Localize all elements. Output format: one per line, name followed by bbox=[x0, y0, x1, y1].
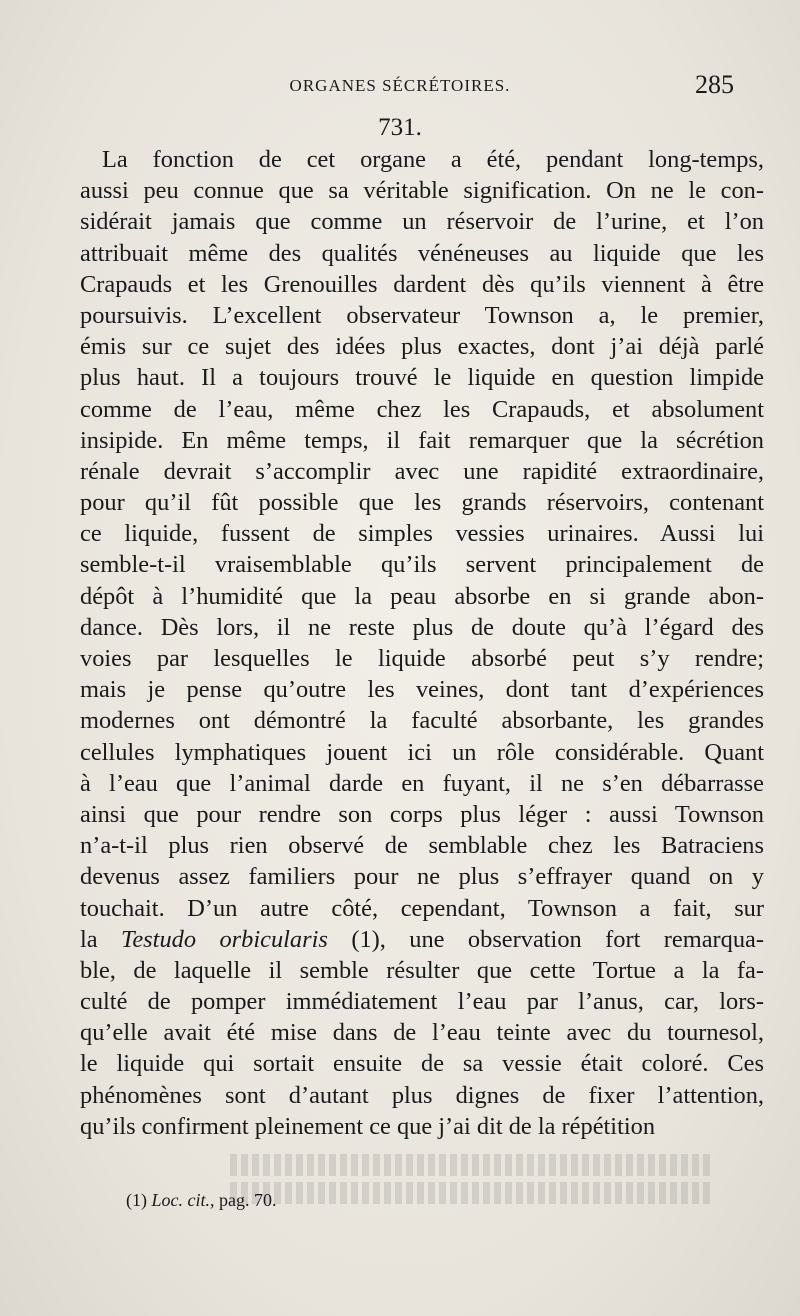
text-line: pour qu’il fût possible que les grands réservoirs, contenant bbox=[80, 489, 764, 517]
text-line: la Testudo orbicularis (1), une observation fort remarqua- bbox=[80, 925, 765, 953]
text-line: insipide. En même temps, il fait remarquer que la sécrétion bbox=[80, 426, 764, 454]
text-line: ainsi que pour rendre son corps plus léger : aussi Townson bbox=[80, 800, 764, 828]
text-line: culté de pomper immédiatement l’eau par l’anus, car, lors- bbox=[80, 988, 764, 1016]
page-header bbox=[0, 70, 800, 106]
text-line: Crapauds et les Grenouilles dardent dès qu’ils viennent à être bbox=[80, 270, 764, 298]
text-line: rénale devrait s’accomplir avec une rapidité extraordinaire, bbox=[80, 457, 764, 485]
text-line: devenus assez familiers pour ne plus s’effrayer quand on y bbox=[80, 863, 764, 891]
text-line: voies par lesquelles le liquide absorbé peut s’y rendre; bbox=[80, 645, 764, 672]
text-line: poursuivis. L’excellent observateur Townson a, le premier, bbox=[80, 301, 764, 329]
text-line: dépôt à l’humidité que la peau absorbe en si grande abon- bbox=[80, 582, 764, 610]
text-line: qu’elle avait été mise dans de l’eau teinte avec du tournesol, bbox=[80, 1019, 764, 1047]
text-line: émis sur ce sujet des idées plus exactes, dont j’ai déjà parlé bbox=[80, 333, 764, 361]
text-line: n’a-t-il plus rien observé de semblable chez les Batraciens bbox=[80, 832, 764, 860]
text-line: à l’eau que l’animal darde en fuyant, il ne s’en débarrasse bbox=[80, 769, 764, 797]
text-line: La fonction de cet organe a été, pendant long-temps, bbox=[102, 146, 764, 173]
text-line: phénomènes sont d’autant plus dignes de fixer l’attention, bbox=[80, 1081, 764, 1109]
footnote-marker: (1) bbox=[126, 1190, 147, 1210]
paragraph bbox=[80, 144, 764, 1142]
text-line: comme de l’eau, même chez les Crapauds, et absolument bbox=[80, 395, 764, 423]
footnote-page: , pag. 70. bbox=[210, 1190, 277, 1210]
text-line: le liquide qui sortait ensuite de sa vessie était coloré. Ces bbox=[80, 1050, 764, 1078]
text-line: touchait. D’un autre côté, cependant, Townson a fait, sur bbox=[80, 894, 764, 922]
section-number: 731. bbox=[378, 114, 422, 141]
text-line: modernes ont démontré la faculté absorbante, les grandes bbox=[80, 707, 764, 735]
text-line: mais je pense qu’outre les veines, dont tant d’expériences bbox=[80, 676, 764, 704]
species-name: Testudo orbicularis bbox=[121, 925, 328, 953]
page-number: 285 bbox=[695, 70, 734, 99]
text-line: ble, de laquelle il semble résulter que cette Tortue a la fa- bbox=[80, 956, 764, 984]
text-line: plus haut. Il a toujours trouvé le liquide en question limpide bbox=[80, 364, 764, 392]
text-line: aussi peu connue que sa véritable signification. On ne le con- bbox=[80, 177, 764, 205]
footnote-reference: Loc. cit. bbox=[151, 1190, 210, 1210]
text-line: ce liquide, fussent de simples vessies urinaires. Aussi lui bbox=[80, 520, 764, 548]
footnote bbox=[126, 1190, 726, 1211]
running-title: ORGANES SÉCRÉTOIRES. bbox=[289, 76, 511, 95]
text-line: dance. Dès lors, il ne reste plus de doute qu’à l’égard des bbox=[80, 613, 764, 641]
text-line: qu’ils confirment pleinement ce que j’ai dit de la répétition bbox=[80, 1112, 656, 1140]
text-line: attribuait même des qualités vénéneuses au liquide que les bbox=[80, 239, 764, 267]
text-line: cellules lymphatiques jouent ici un rôle considérable. Quant bbox=[80, 738, 764, 766]
text-line: semble-t-il vraisemblable qu’ils servent principalement de bbox=[80, 551, 764, 579]
text-line: sidérait jamais que comme un réservoir de l’urine, et l’on bbox=[80, 208, 764, 236]
